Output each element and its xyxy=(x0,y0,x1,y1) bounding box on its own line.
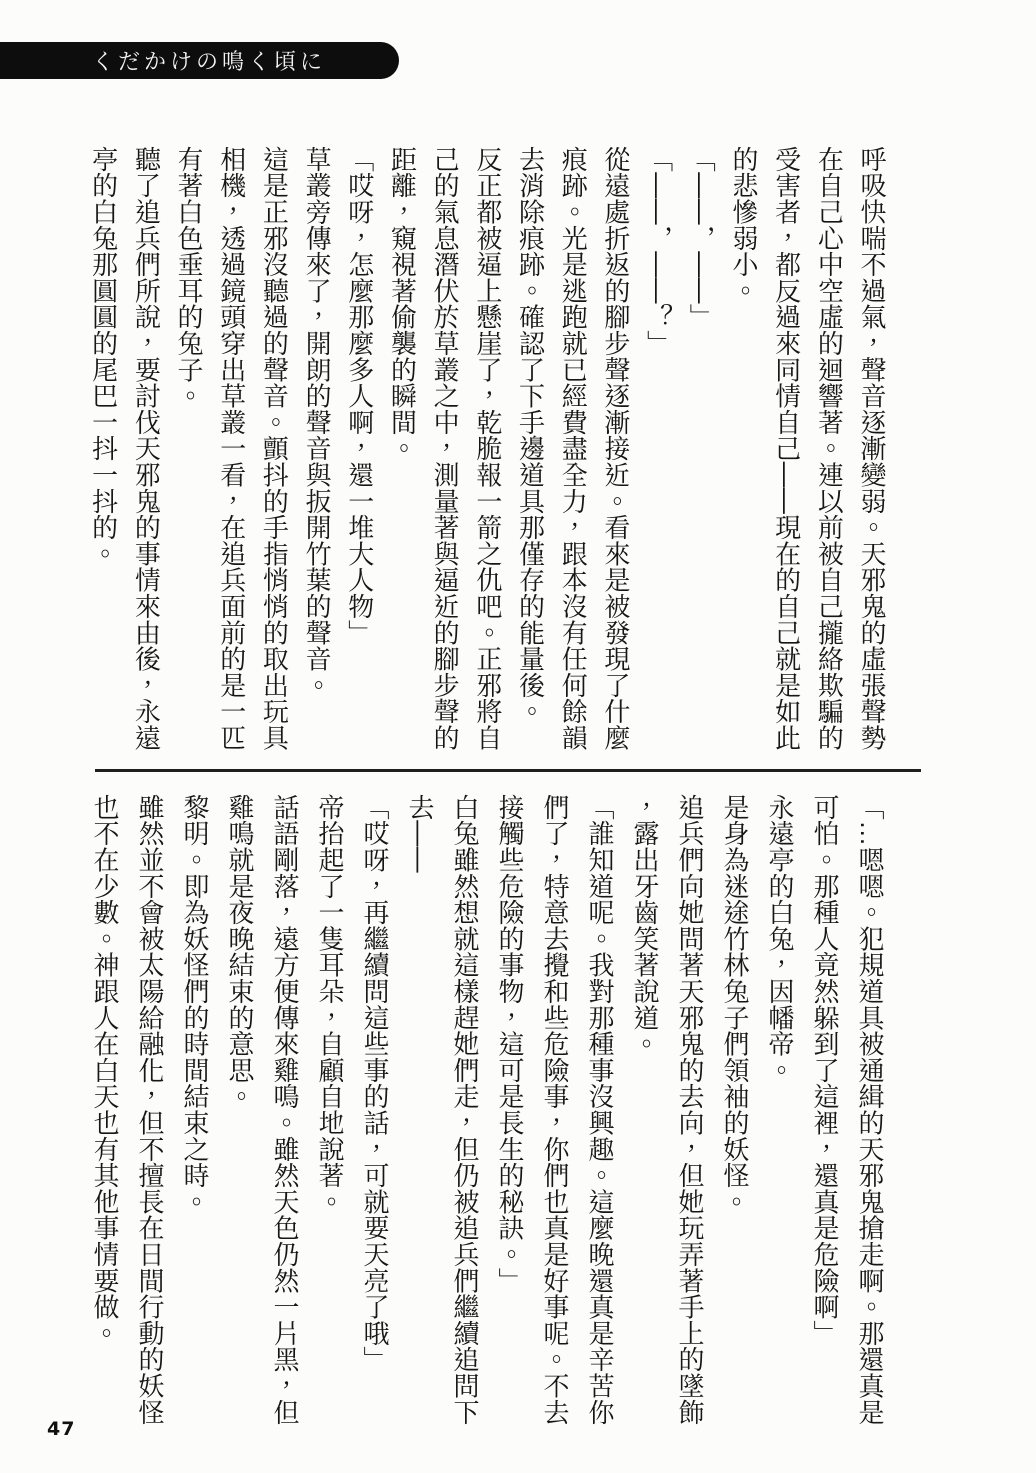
text-column: 從遠處折返的腳步聲逐漸接近。看來是被發現了什麼 xyxy=(600,146,631,751)
text-column: 「——，——」 xyxy=(686,146,717,331)
text-column: 有著白色垂耳的兔子。 xyxy=(174,146,204,409)
text-column: 聽了追兵們所說，要討伐天邪鬼的事情來由後，永遠 xyxy=(131,146,162,751)
text-column: ，露出牙齒笑著說道。 xyxy=(630,794,660,1057)
text-column: 永遠亭的白兔，因幡帝。 xyxy=(765,794,795,1084)
section-divider-rule xyxy=(95,769,921,772)
page-number: 47 xyxy=(47,1418,76,1440)
text-column: 「…嗯嗯。犯規道具被通緝的天邪鬼搶走啊。那還真是 xyxy=(855,794,885,1426)
text-column: 「哎呀，再繼續問這些事的話，可就要天亮了哦」 xyxy=(360,794,390,1373)
text-column: 受害者，都反過來同情自己——現在的自己就是如此 xyxy=(771,146,802,751)
text-column: 雖然並不會被太陽給融化，但不擅長在日間行動的妖怪 xyxy=(135,794,165,1426)
text-column: 們了，特意去攪和些危險事，你們也真是好事呢。不去 xyxy=(540,794,570,1426)
text-column: 「——，——？」 xyxy=(643,146,674,357)
text-column: 「誰知道呢。我對那種事沒興趣。這麼晚還真是辛苦你 xyxy=(585,794,615,1426)
text-column: 的悲慘弱小。 xyxy=(728,146,759,304)
text-column: 亭的白兔那圓圓的尾巴一抖一抖的。 xyxy=(88,146,119,567)
text-column: 可怕。那種人竟然躲到了這裡，還真是危險啊」 xyxy=(810,794,840,1347)
text-column: 「哎呀，怎麼那麼多人啊，還一堆大人物」 xyxy=(344,146,375,646)
text-column: 距離，窺視著偷襲的瞬間。 xyxy=(387,146,418,462)
text-column: 去—— xyxy=(405,794,435,873)
text-column: 這是正邪沒聽過的聲音。顫抖的手指悄悄的取出玩具 xyxy=(259,146,290,751)
text-column: 帝抬起了一隻耳朵，自顧自地說著。 xyxy=(315,794,345,1215)
text-column: 相機，透過鏡頭穿出草叢一看，在追兵面前的是一匹 xyxy=(216,146,247,751)
text-column: 追兵們向她問著天邪鬼的去向，但她玩弄著手上的墜飾 xyxy=(675,794,705,1426)
text-column: 反正都被逼上懸崖了，乾脆報一箭之仇吧。正邪將自 xyxy=(472,146,503,751)
chapter-header-bar xyxy=(0,42,399,79)
text-column: 白兔雖然想就這樣趕她們走，但仍被追兵們繼續追問下 xyxy=(450,794,480,1426)
text-column: 接觸些危險的事物，這可是長生的秘訣。」 xyxy=(495,794,525,1294)
text-column: 話語剛落，遠方便傳來雞鳴。雖然天色仍然一片黑，但 xyxy=(270,794,300,1426)
text-column: 呼吸快喘不過氣，聲音逐漸變弱。天邪鬼的虛張聲勢 xyxy=(857,146,887,751)
text-column: 在自己心中空虛的迴響著。連以前被自己攏絡欺騙的 xyxy=(814,146,845,751)
text-column: 去消除痕跡。確認了下手邊道具那僅存的能量後。 xyxy=(515,146,546,725)
story-text-top-section xyxy=(81,146,893,754)
text-column: 也不在少數。神跟人在白天也有其他事情要做。 xyxy=(90,794,120,1347)
text-column: 雞鳴就是夜晚結束的意思。 xyxy=(225,794,255,1110)
chapter-title: くだかけの鳴く頃に xyxy=(92,49,327,74)
text-column: 黎明。即為妖怪們的時間結束之時。 xyxy=(180,794,210,1215)
story-text-bottom-section xyxy=(82,794,892,1428)
text-column: 草叢旁傳來了，開朗的聲音與扳開竹葉的聲音。 xyxy=(302,146,333,699)
text-column: 痕跡。光是逃跑就已經費盡全力，跟本沒有任何餘韻 xyxy=(558,146,589,751)
text-column: 己的氣息潛伏於草叢之中，測量著與逼近的腳步聲的 xyxy=(430,146,461,751)
text-column: 是身為迷途竹林兔子們領袖的妖怪。 xyxy=(720,794,750,1215)
